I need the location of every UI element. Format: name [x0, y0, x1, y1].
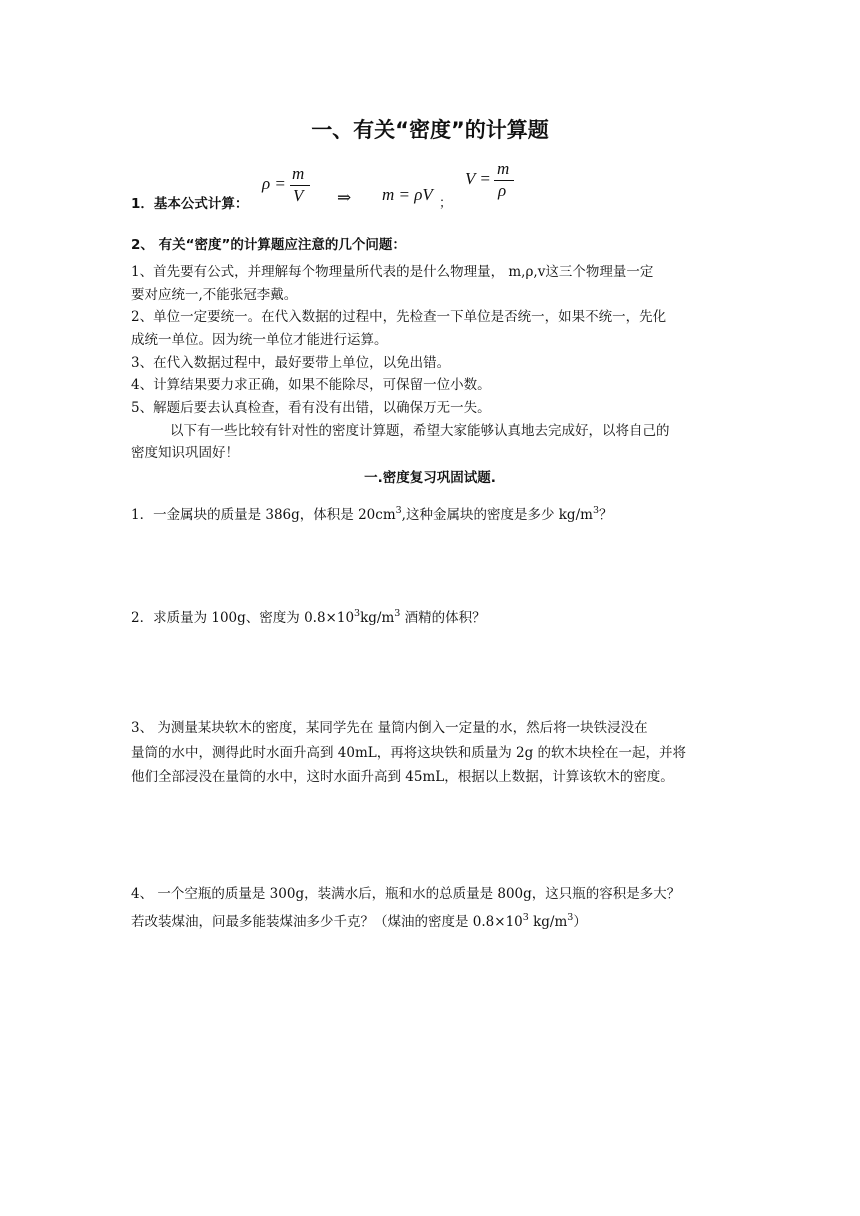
question-2-text: kg/m	[360, 610, 395, 626]
note-line: 4、计算结果要力求正确，如果不能除尽，可保留一位小数。	[131, 377, 491, 393]
superscript: 3	[395, 505, 402, 516]
note-line: 3、在代入数据过程中，最好要带上单位，以免出错。	[131, 355, 451, 371]
intro-paragraph-line: 以下有一些比较有针对性的密度计算题，希望大家能够认真地去完成好，以将自己的	[170, 423, 670, 439]
notes-heading: 2、 有关“密度”的计算题应注意的几个问题：	[131, 237, 406, 253]
formula-section-label: 1．基本公式计算：	[131, 196, 249, 212]
question-2-text: 2．求质量为 100g、密度为 0.8×10	[131, 610, 355, 626]
question-2	[131, 603, 486, 629]
intro-paragraph-line: 密度知识巩固好！	[131, 445, 239, 461]
note-line: 5、解题后要去认真检查，看有没有出错，以确保万无一失。	[131, 400, 491, 416]
question-4-line: 4、 一个空瓶的质量是 300g，装满水后，瓶和水的总质量是 800g，这只瓶的容积是多大？	[131, 886, 681, 902]
note-line: 要对应统一,不能张冠李戴。	[131, 287, 298, 303]
question-1-text: 1．一金属块的质量是 386g，体积是 20cm	[131, 507, 396, 523]
superscript: 3	[592, 505, 599, 516]
mass-formula: m = ρV	[382, 185, 433, 204]
question-1-text: ？	[598, 507, 613, 523]
implies-arrow: ⇒	[337, 188, 352, 208]
superscript: 3	[522, 912, 529, 923]
volume-formula-numerator: m	[497, 159, 510, 178]
volume-formula-lhs: V =	[465, 169, 491, 188]
semicolon: ；	[439, 196, 453, 211]
density-formula-denominator: V	[293, 186, 304, 205]
superscript: 3	[394, 608, 401, 619]
note-line: 1、首先要有公式，并理解每个物理量所代表的是什么物理量， m,ρ,v这三个物理量一定	[131, 264, 654, 280]
question-4-line	[131, 907, 587, 933]
question-1-text: ,这种金属块的密度是多少 kg/m	[401, 507, 593, 523]
question-1	[131, 500, 612, 526]
density-formula-numerator: m	[292, 164, 305, 183]
volume-formula-denominator: ρ	[498, 181, 507, 200]
question-4-text: 若改装煤油，问最多能装煤油多少千克？（煤油的密度是 0.8×10	[131, 914, 523, 930]
question-4-text: kg/m	[528, 914, 568, 930]
exercise-heading: 一.密度复习巩固试题.	[364, 470, 496, 486]
note-line: 2、单位一定要统一。在代入数据的过程中，先检查一下单位是否统一，如果不统一，先化	[131, 309, 667, 325]
superscript: 3	[567, 912, 574, 923]
page-title: 一、有关“密度”的计算题	[311, 118, 549, 142]
question-2-text: 酒精的体积？	[400, 610, 486, 626]
note-line: 成统一单位。因为统一单位才能进行运算。	[131, 332, 388, 348]
question-3-line: 3、 为测量某块软木的密度，某同学先在 量筒内倒入一定量的水，然后将一块铁浸没在	[131, 720, 648, 736]
density-formula-lhs: ρ =	[262, 174, 286, 193]
question-4-text: ）	[573, 914, 587, 930]
superscript: 3	[354, 608, 361, 619]
question-3-line: 量筒的水中，测得此时水面升高到 40mL，再将这块铁和质量为 2g 的软木块栓在一起，并将	[131, 745, 687, 761]
question-3-line: 他们全部浸没在量筒的水中，这时水面升高到 45mL，根据以上数据，计算该软木的密度。	[131, 769, 674, 785]
